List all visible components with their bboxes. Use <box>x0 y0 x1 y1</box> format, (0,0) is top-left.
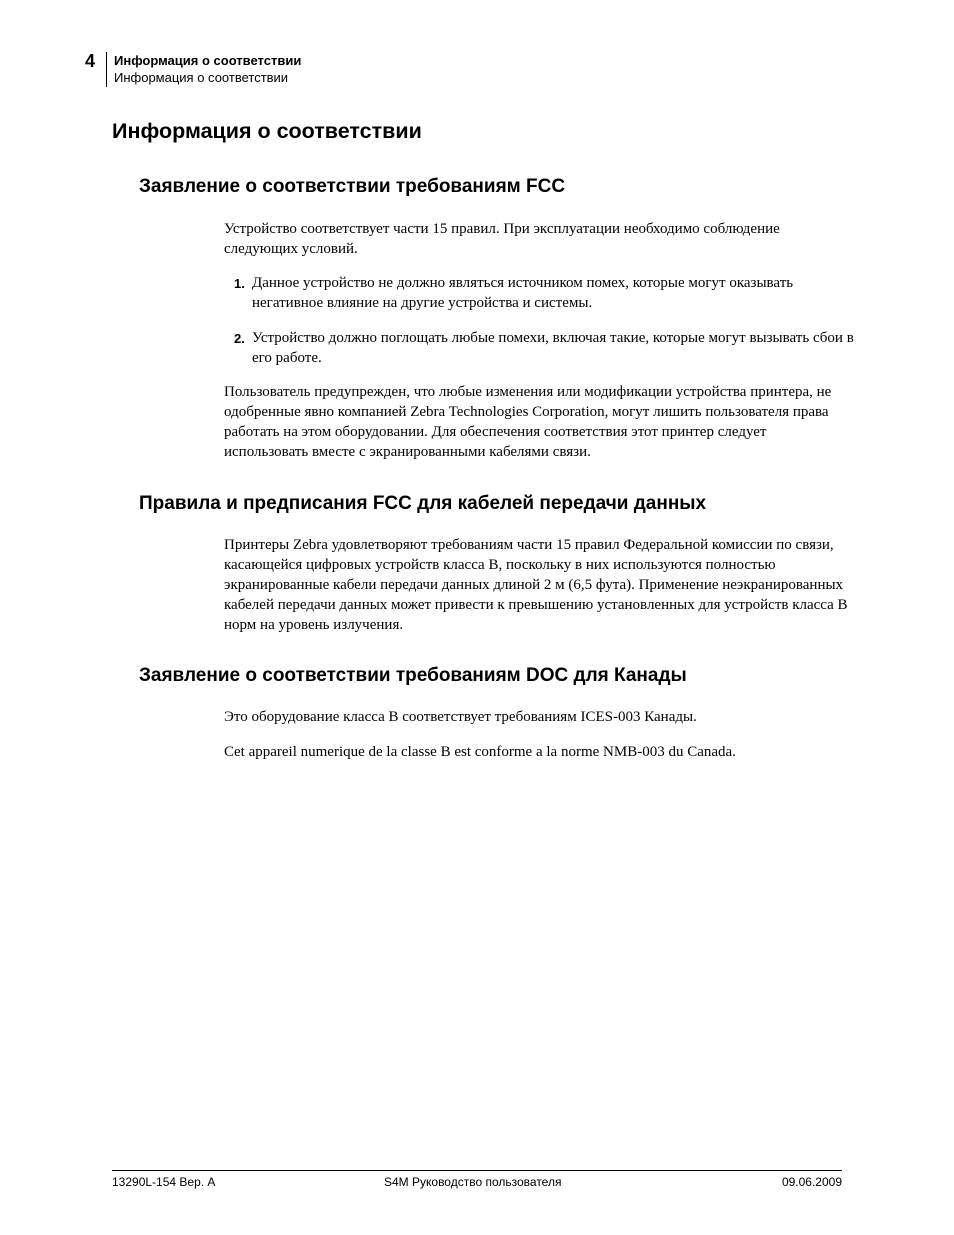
footer-doc-title: S4M Руководство пользователя <box>384 1175 562 1189</box>
list-item <box>224 328 854 368</box>
fcc-intro-paragraph: Устройство соответствует части 15 правил. При эксплуатации необходимо соблюдение следующих условий. <box>224 221 780 257</box>
list-item-text: Устройство должно поглощать любые помехи, включая такие, которые могут вызывать сбои в его работе. <box>252 330 854 366</box>
running-header-section: Информация о соответствии <box>114 53 302 68</box>
footer-doc-number: 13290L-154 Вер. A <box>112 1175 216 1189</box>
footer-divider <box>112 1170 842 1171</box>
doc-canada-paragraph-fr: Cet appareil numerique de la classe B est conforme a la norme NMB-003 du Canada. <box>224 744 736 760</box>
footer-date: 09.06.2009 <box>781 1175 842 1189</box>
list-item <box>224 273 854 313</box>
doc-canada-paragraph-ru: Это оборудование класса B соответствует требованиям ICES-003 Канады. <box>224 709 697 725</box>
page-number: 4 <box>85 51 96 71</box>
list-item-number: 1. <box>234 276 245 291</box>
section-heading-fcc-cables: Правила и предписания FCC для кабелей передачи данных <box>139 493 707 514</box>
section-heading-fcc: Заявление о соответствии требованиям FCC <box>139 176 566 197</box>
fcc-warning-paragraph: Пользователь предупрежден, что любые изменения или модификации устройства принтера, не одобренные явно компанией Zebra Technologies Corporation, могут лишить пользователя права работать на этом оборудовании. Для обеспечения соответствия этот принтер следует использовать вместе с экранированными кабелями связи. <box>224 384 832 460</box>
page-title: Информация о соответствии <box>112 119 422 143</box>
fcc-cables-paragraph: Принтеры Zebra удовлетворяют требованиям части 15 правил Федеральной комиссии по связи, касающейся цифровых устройств класса B, поскольку в них используются полностью экранированные кабели передачи данных длиной 2 м (6,5 фута). Применение неэкранированных кабелей передачи данных может привести к превышению установленных для устройств класса B норм на уровень излучения. <box>224 537 848 633</box>
section-heading-doc-canada: Заявление о соответствии требованиям DOC для Канады <box>139 665 687 686</box>
header-divider <box>106 52 107 87</box>
list-item-text: Данное устройство не должно являться источником помех, которые могут оказывать негативное влияние на другие устройства и системы. <box>252 275 794 311</box>
list-item-number: 2. <box>234 331 245 346</box>
running-header-subsection: Информация о соответствии <box>114 70 289 85</box>
